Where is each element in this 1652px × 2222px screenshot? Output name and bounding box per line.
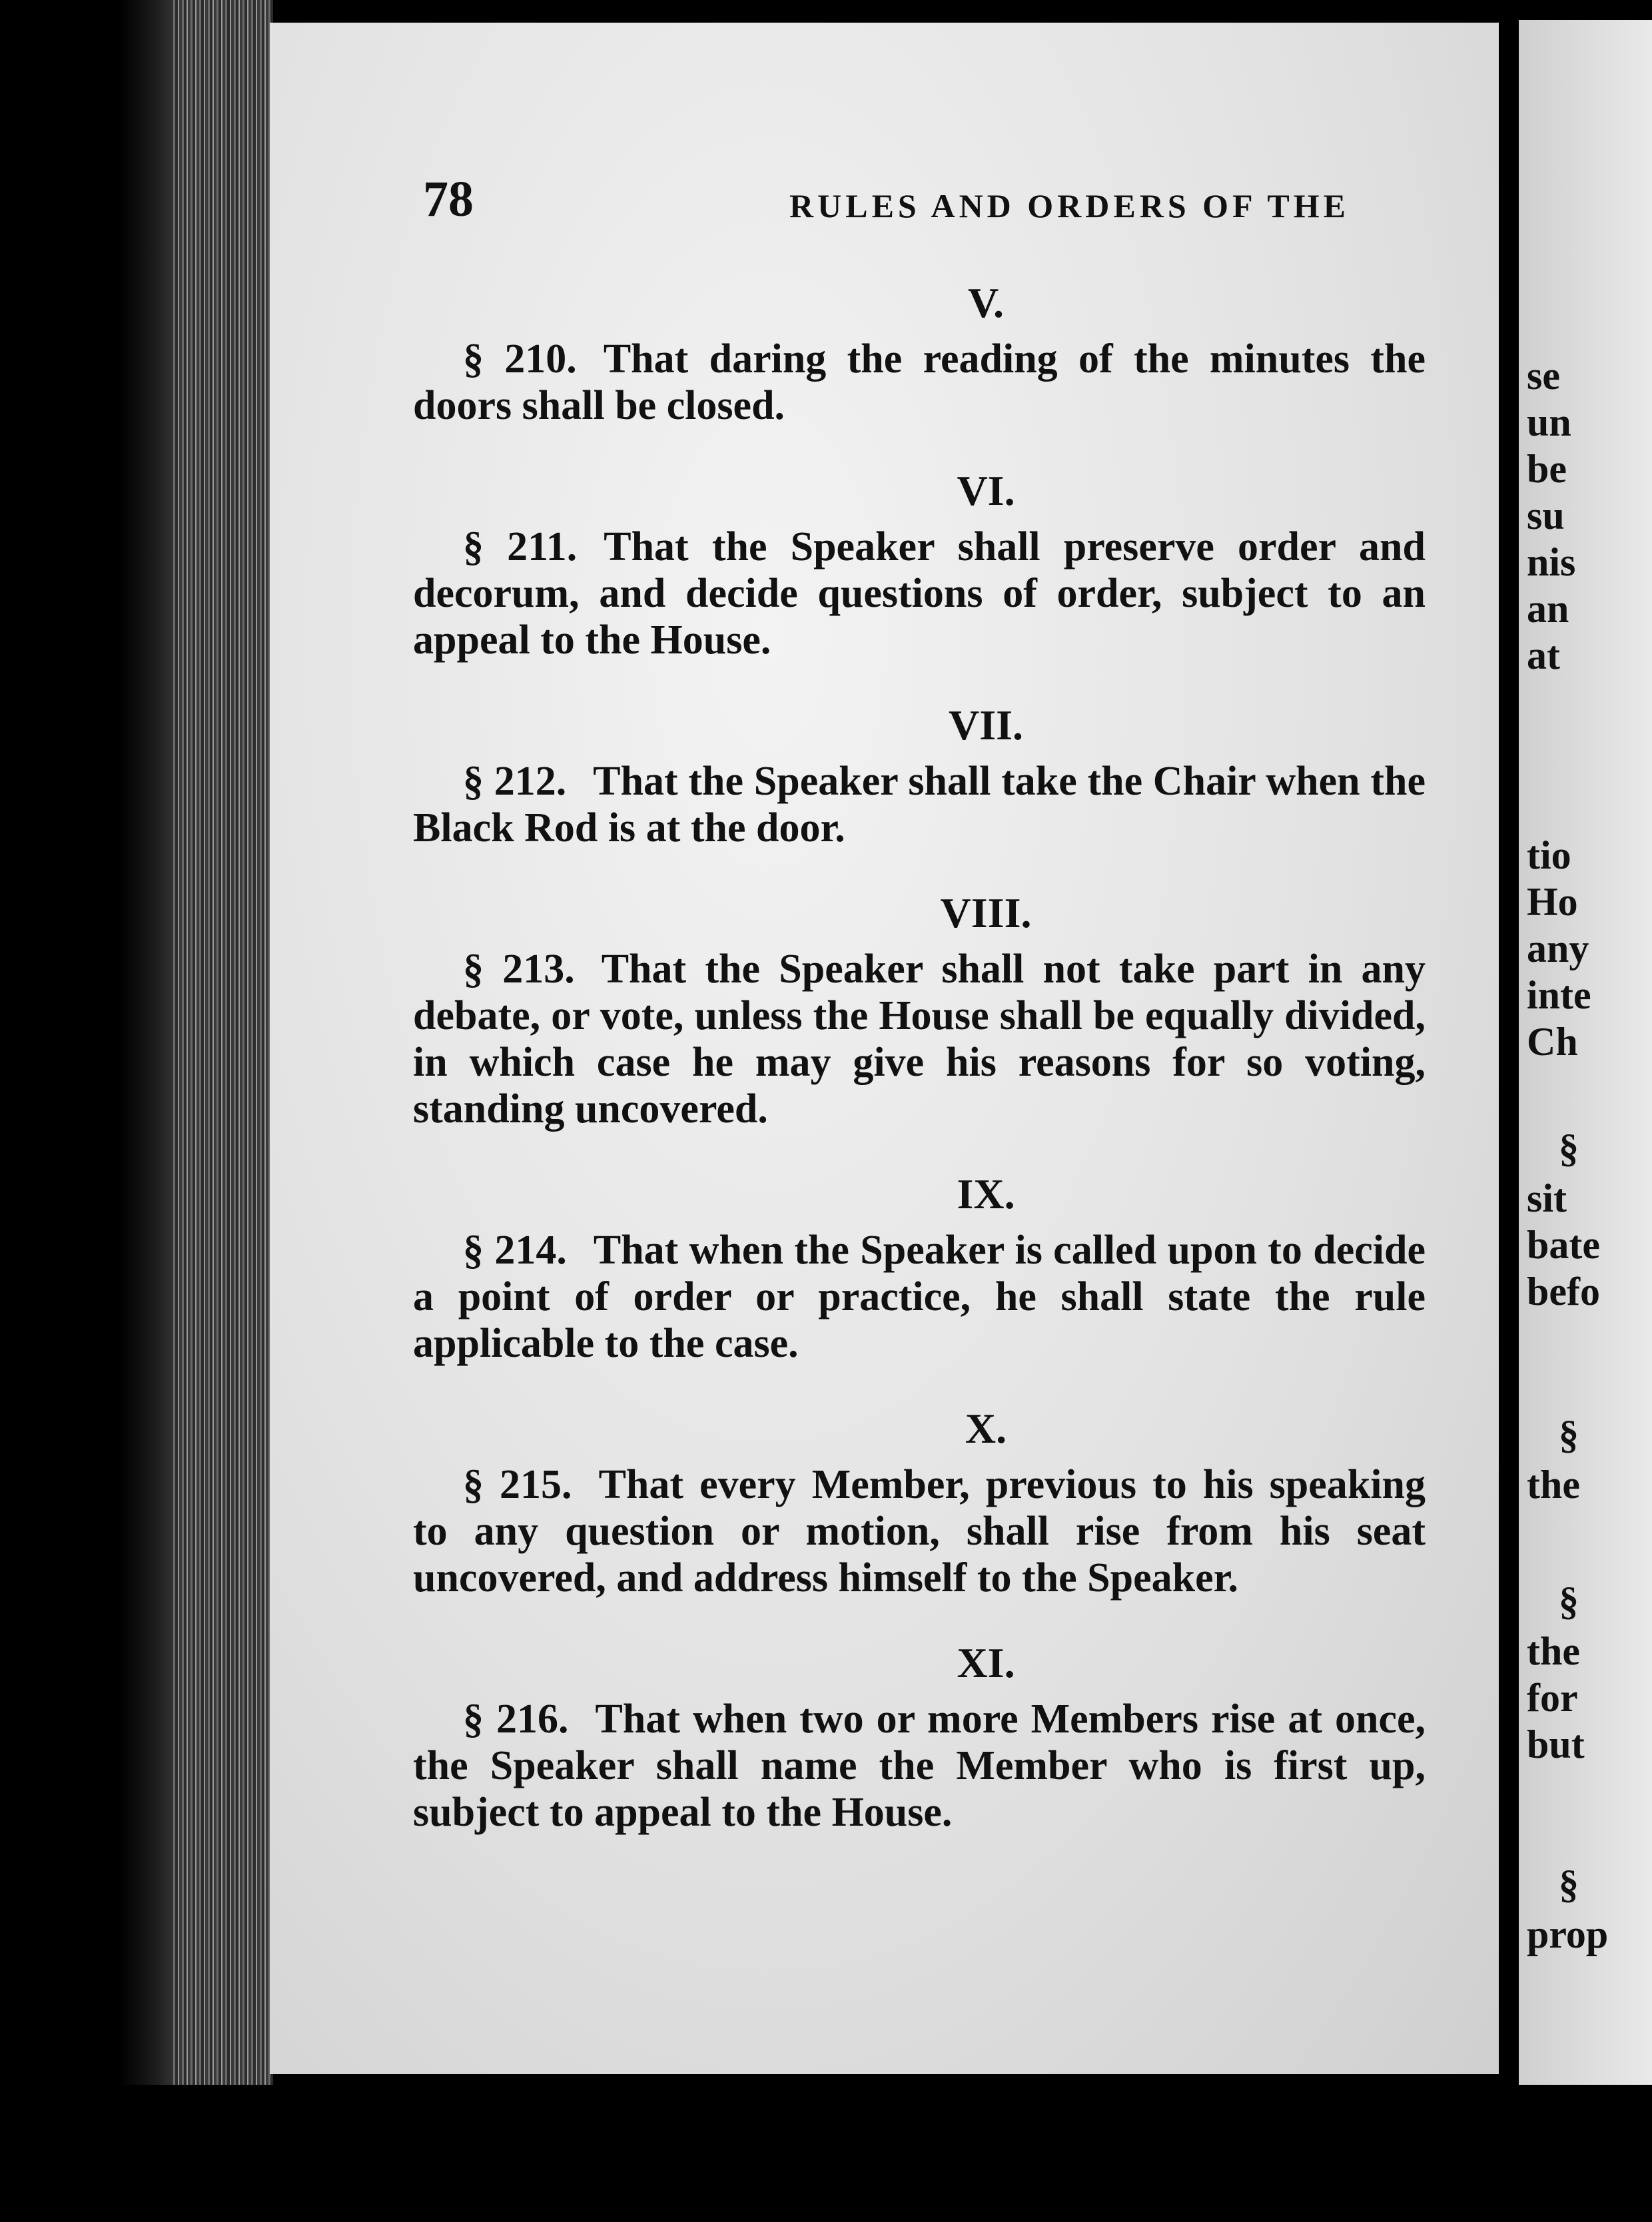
section-v	[413, 276, 1426, 429]
facing-page-text: un	[1527, 400, 1571, 444]
section-x	[413, 1401, 1426, 1601]
rule-text: That every Member, previous to his speaking to any question or motion, shall rise from his seat uncovered, and address himself to the Speaker.	[413, 1462, 1426, 1601]
rule-text: That the Speaker shall take the Chair when the Black Rod is at the door.	[413, 759, 1426, 851]
facing-page-text: sit	[1527, 1176, 1567, 1220]
section-vii	[413, 698, 1426, 851]
rule-number: § 215.	[463, 1462, 572, 1507]
facing-page-text: §	[1559, 1413, 1579, 1457]
rule-paragraph	[413, 946, 1426, 1132]
facing-page-text: nis	[1527, 540, 1576, 584]
facing-page-text: the	[1527, 1629, 1580, 1673]
section-vi	[413, 464, 1426, 663]
facing-page-fragment	[1519, 20, 1652, 2085]
rule-number: § 214.	[463, 1228, 567, 1273]
facing-page-text: an	[1527, 587, 1569, 631]
section-heading: X.	[965, 1405, 1007, 1452]
facing-page-text: §	[1559, 1862, 1579, 1906]
page-number: 78	[423, 171, 474, 227]
book-spine-shadow	[120, 0, 180, 2111]
rule-paragraph	[413, 524, 1426, 663]
facing-page-text: any	[1527, 926, 1589, 970]
rule-text: That the Speaker shall preserve order and decorum, and decide questions of order, subject to an appeal to the House.	[413, 524, 1426, 663]
section-heading: IX.	[957, 1170, 1015, 1218]
facing-page-text: bate	[1527, 1223, 1600, 1267]
rule-text: That daring the reading of the minutes the doors shall be closed.	[413, 336, 1426, 428]
running-head: RULES AND ORDERS OF THE	[789, 187, 1350, 224]
scan-bottom-shadow	[0, 2085, 1652, 2222]
facing-page-text: §	[1559, 1126, 1579, 1170]
facing-page-text: su	[1527, 494, 1565, 538]
book-page-edges	[173, 0, 273, 2111]
facing-page-text: Ch	[1527, 1020, 1578, 1064]
section-heading: VI.	[957, 467, 1015, 514]
book-page	[270, 23, 1515, 2074]
facing-page-text: but	[1527, 1722, 1585, 1766]
facing-page-text: tio	[1527, 833, 1571, 877]
book-gutter	[1499, 0, 1519, 2222]
facing-page-text: se	[1527, 354, 1560, 398]
rule-text: That when two or more Members rise at once, the Speaker shall name the Member who is first up, subject to appeal to the House.	[413, 1696, 1426, 1835]
facing-page-text: at	[1527, 633, 1560, 677]
facing-page-text: befo	[1527, 1270, 1600, 1313]
facing-page-text: prop	[1527, 1912, 1609, 1956]
section-heading: VII.	[948, 701, 1024, 749]
facing-page-text: Ho	[1527, 880, 1578, 924]
rule-number: § 210.	[463, 336, 577, 382]
section-ix	[413, 1167, 1426, 1367]
section-viii	[413, 886, 1426, 1132]
section-heading: XI.	[957, 1639, 1015, 1686]
rule-text: That when the Speaker is called upon to decide a point of order or practice, he shall state the rule applicable to the case.	[413, 1228, 1426, 1366]
rule-number: § 212.	[463, 759, 567, 804]
section-heading: V.	[968, 279, 1004, 326]
page-body	[413, 276, 1426, 1870]
page-header	[423, 171, 1462, 230]
facing-page-text: §	[1559, 1579, 1579, 1623]
rule-paragraph	[413, 1227, 1426, 1367]
facing-page-text: inte	[1527, 973, 1591, 1017]
facing-page-text: for	[1527, 1676, 1578, 1720]
rule-paragraph	[413, 1696, 1426, 1836]
rule-paragraph	[413, 1461, 1426, 1601]
rule-number: § 213.	[463, 946, 575, 992]
section-heading: VIII.	[940, 889, 1032, 936]
rule-number: § 216.	[463, 1696, 569, 1742]
section-xi	[413, 1636, 1426, 1836]
facing-page-text: the	[1527, 1463, 1580, 1507]
facing-page-text: be	[1527, 447, 1567, 491]
rule-number: § 211.	[463, 524, 578, 569]
rule-paragraph	[413, 758, 1426, 851]
rule-paragraph	[413, 336, 1426, 429]
rule-text: That the Speaker shall not take part in any debate, or vote, unless the House shall be equally divided, in which case he may give his reasons for so voting, standing uncovered.	[413, 946, 1426, 1132]
